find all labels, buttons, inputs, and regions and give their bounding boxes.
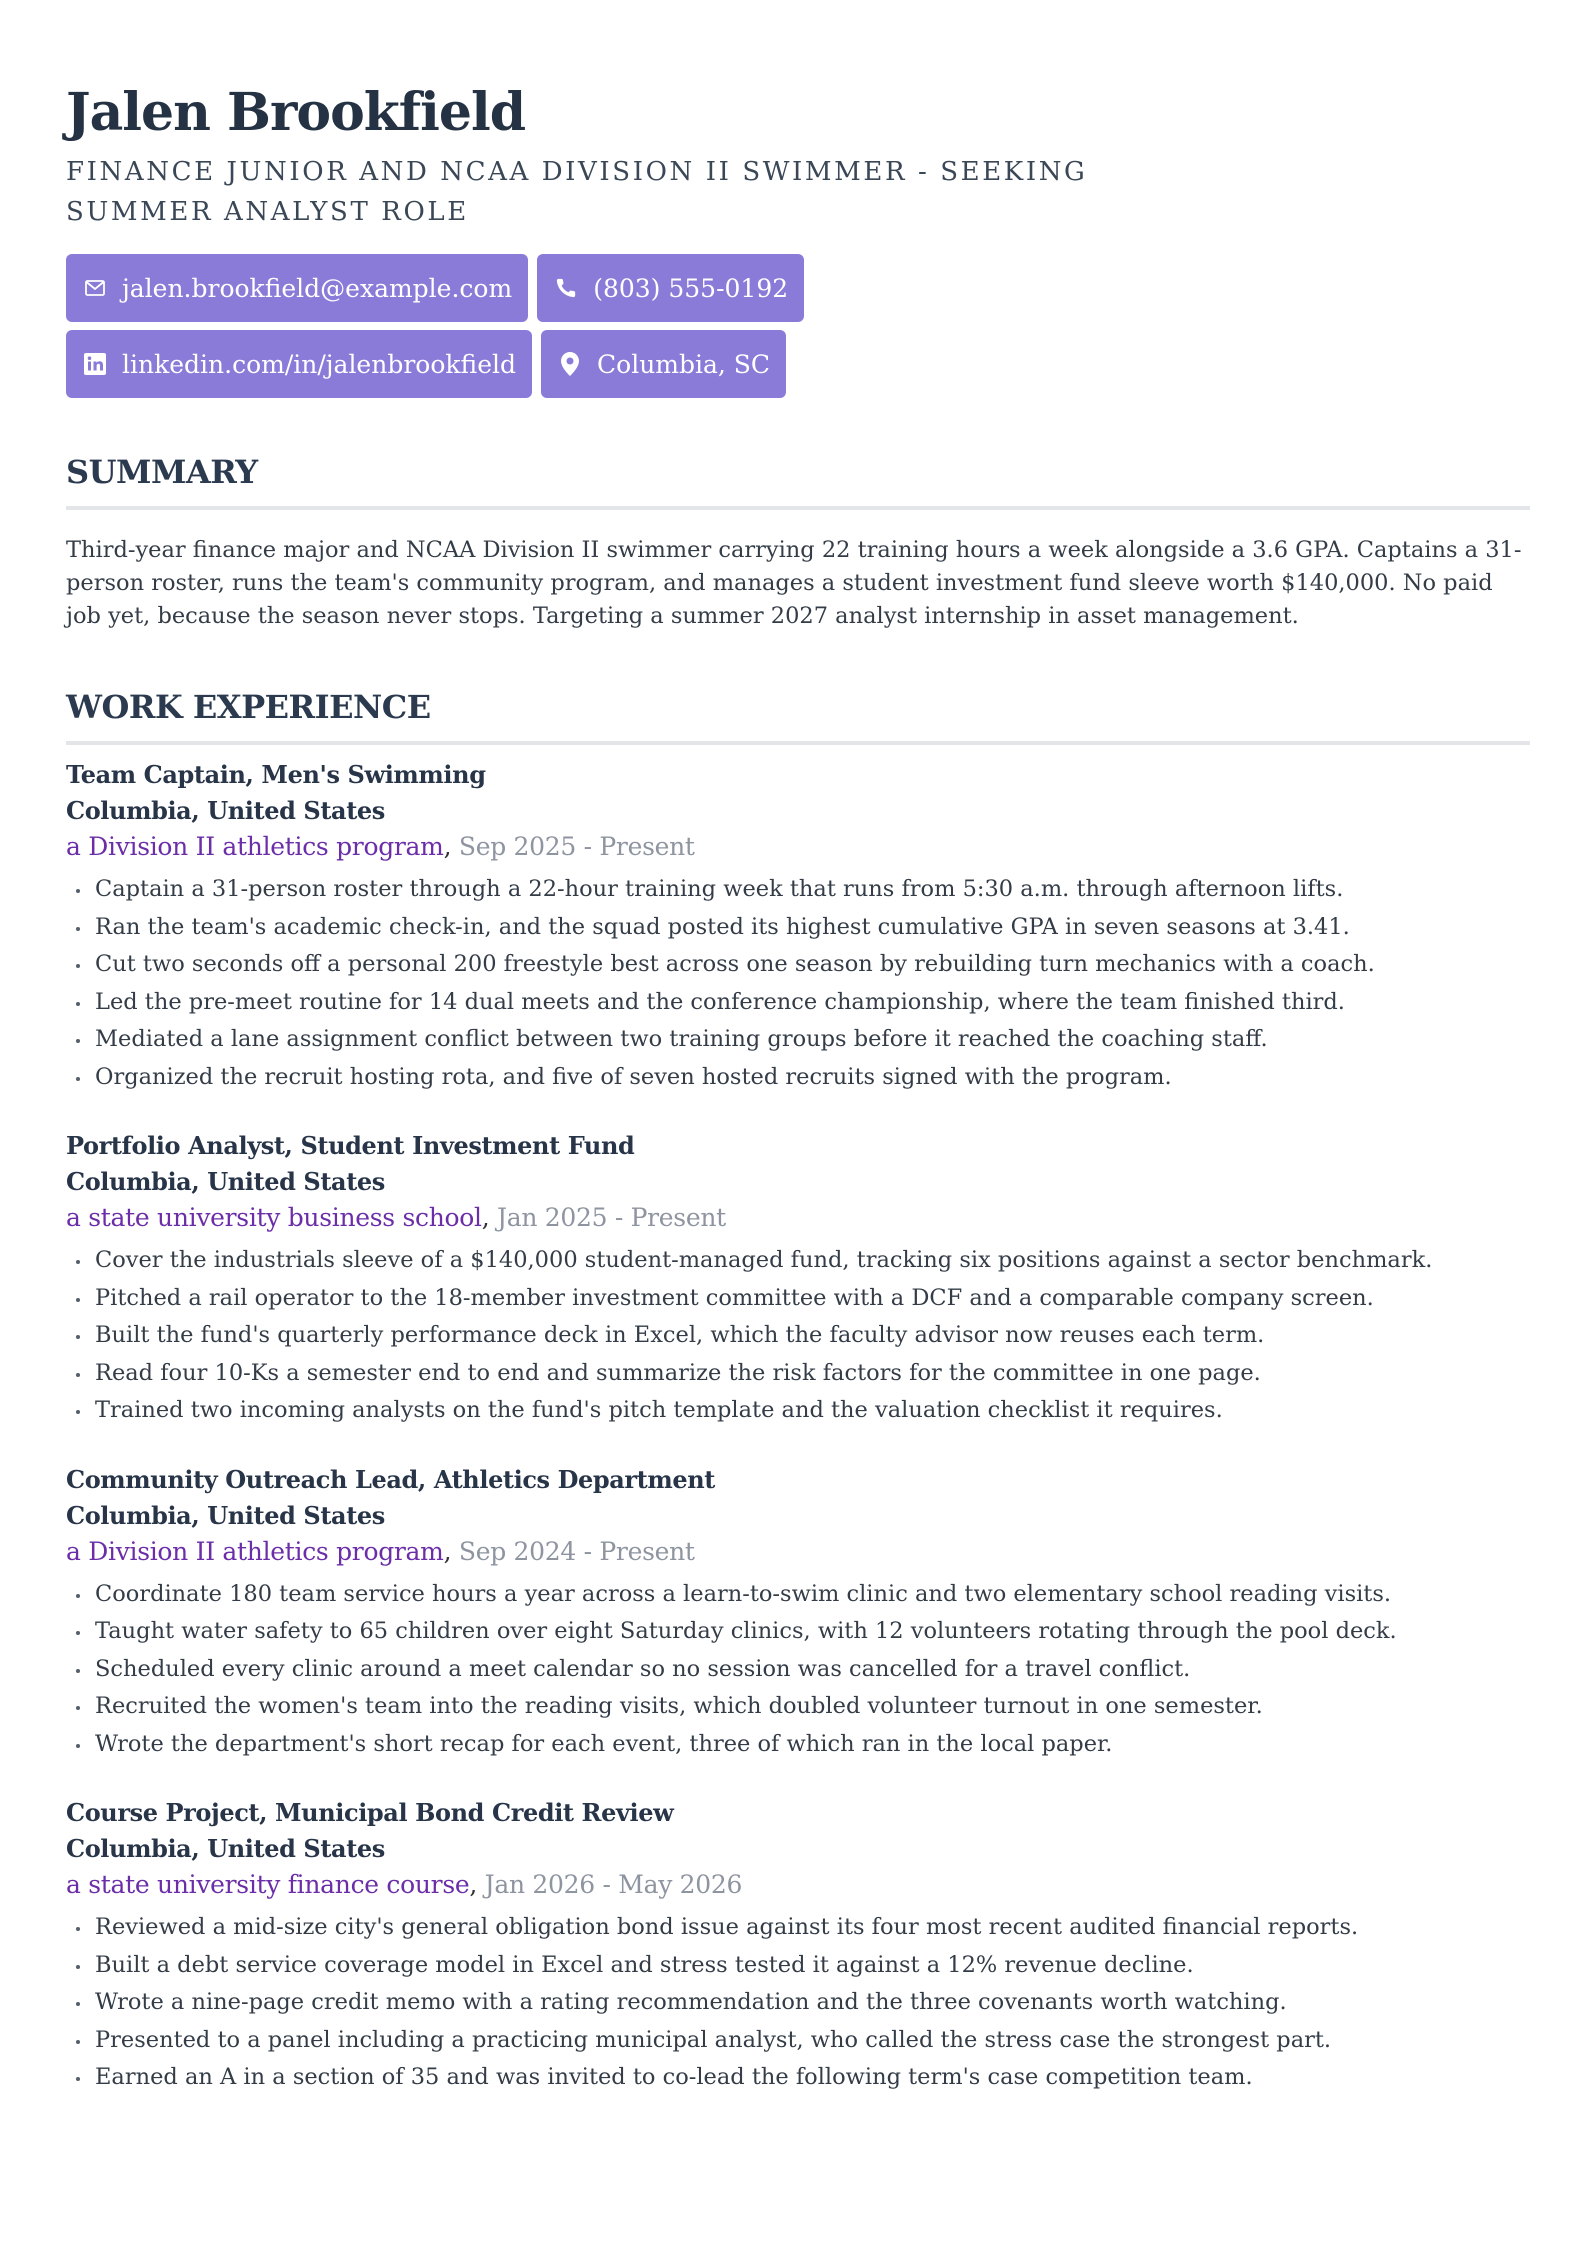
bullet-item: Earned an A in a section of 35 and was invited to co-lead the following term's case competition team. — [66, 2059, 1522, 2097]
experience-section — [66, 685, 1522, 2097]
location-chip[interactable] — [541, 330, 786, 398]
bullet-item: Built a debt service coverage model in Excel and stress tested it against a 12% revenue decline. — [66, 1947, 1522, 1985]
headline: FINANCE JUNIOR AND NCAA DIVISION II SWIMMER - SEEKING SUMMER ANALYST ROLE — [66, 157, 1088, 227]
bullet-item: Coordinate 180 team service hours a year across a learn-to-swim clinic and two elementary school reading visits. — [66, 1576, 1522, 1614]
job-bullets — [66, 1242, 1522, 1430]
job-entry — [66, 1795, 1522, 2097]
bullet-item: Wrote a nine-page credit memo with a rating recommendation and the three covenants worth watching. — [66, 1984, 1522, 2022]
summary-section — [66, 450, 1522, 633]
job-org-line: a Division II athletics program, Sep 2025 - Present — [66, 832, 695, 861]
bullet-item: Trained two incoming analysts on the fund's pitch template and the valuation checklist it requires. — [66, 1392, 1522, 1430]
job-entry — [66, 1462, 1522, 1764]
bullet-item: Recruited the women's team into the reading visits, which doubled volunteer turnout in one semester. — [66, 1688, 1522, 1726]
job-entry — [66, 1128, 1522, 1430]
job-org-line: a state university business school, Jan 2025 - Present — [66, 1203, 726, 1232]
job-dates: Jan 2026 - May 2026 — [484, 1870, 743, 1899]
bullet-item: Presented to a panel including a practicing municipal analyst, who called the stress case the strongest part. — [66, 2022, 1522, 2060]
job-dates: Sep 2025 - Present — [458, 832, 695, 861]
bullet-item: Mediated a lane assignment conflict between two training groups before it reached the coaching staff. — [66, 1021, 1522, 1059]
location-text: Columbia, SC — [597, 349, 771, 379]
linkedin-chip[interactable] — [66, 330, 532, 398]
bullet-item: Scheduled every clinic around a meet calendar so no session was cancelled for a travel conflict. — [66, 1651, 1522, 1689]
phone-text: (803) 555-0192 — [593, 273, 789, 303]
job-bullets — [66, 1909, 1522, 2097]
job-organization: a Division II athletics program — [66, 832, 444, 861]
summary-text: Third-year finance major and NCAA Division II swimmer carrying 22 training hours a week alongside a 3.6 GPA. Captains a 31-person roster, runs the team's community program, and manages a student investment fund sleeve worth $140,000. No paid job yet, because the season never stops. Targeting a summer 2027 analyst internship in asset management. — [66, 537, 1522, 629]
bullet-item: Pitched a rail operator to the 18-member investment committee with a DCF and a comparable company screen. — [66, 1280, 1522, 1318]
email-chip[interactable] — [66, 254, 528, 322]
bullet-item: Organized the recruit hosting rota, and five of seven hosted recruits signed with the program. — [66, 1059, 1522, 1097]
job-dates: Sep 2024 - Present — [458, 1536, 695, 1566]
job-organization: a state university finance course — [66, 1870, 470, 1899]
section-divider — [66, 506, 1530, 510]
experience-heading: WORK EXPERIENCE — [66, 688, 431, 726]
bullet-item: Captain a 31-person roster through a 22-hour training week that runs from 5:30 a.m. through afternoon lifts. — [66, 871, 1522, 909]
phone-icon — [553, 275, 579, 301]
bullet-item: Cut two seconds off a personal 200 freestyle best across one season by rebuilding turn mechanics with a coach. — [66, 946, 1522, 984]
job-entry — [66, 757, 1522, 1096]
job-title: Team Captain, Men's Swimming — [66, 760, 486, 789]
candidate-name: Jalen Brookfield — [66, 82, 526, 143]
mail-icon — [82, 275, 108, 301]
job-bullets — [66, 1576, 1522, 1764]
bullet-item: Led the pre-meet routine for 14 dual meets and the conference championship, where the team finished third. — [66, 984, 1522, 1022]
job-title: Portfolio Analyst, Student Investment Fund — [66, 1131, 635, 1160]
bullet-item: Taught water safety to 65 children over eight Saturday clinics, with 12 volunteers rotating through the pool deck. — [66, 1613, 1522, 1651]
linkedin-icon — [82, 351, 108, 377]
contact-chips — [66, 254, 866, 398]
bullet-item: Read four 10-Ks a semester end to end and summarize the risk factors for the committee in one page. — [66, 1355, 1522, 1393]
job-org-line: a Division II athletics program, Sep 2024 - Present — [66, 1536, 695, 1566]
job-location: Columbia, United States — [66, 796, 385, 825]
job-dates: Jan 2025 - Present — [497, 1203, 726, 1232]
location-pin-icon — [557, 351, 583, 377]
job-organization: a Division II athletics program — [66, 1536, 444, 1566]
phone-chip[interactable] — [537, 254, 804, 322]
bullet-item: Reviewed a mid-size city's general obligation bond issue against its four most recent audited financial reports. — [66, 1909, 1522, 1947]
job-organization: a state university business school — [66, 1203, 482, 1232]
job-location: Columbia, United States — [66, 1834, 385, 1863]
summary-heading: SUMMARY — [66, 453, 258, 491]
bullet-item: Wrote the department's short recap for each event, three of which ran in the local paper. — [66, 1726, 1522, 1764]
bullet-item: Built the fund's quarterly performance deck in Excel, which the faculty advisor now reuses each term. — [66, 1317, 1522, 1355]
job-location: Columbia, United States — [66, 1500, 385, 1530]
job-location: Columbia, United States — [66, 1167, 385, 1196]
bullet-item: Ran the team's academic check-in, and the squad posted its highest cumulative GPA in seven seasons at 3.41. — [66, 909, 1522, 947]
job-title: Course Project, Municipal Bond Credit Review — [66, 1798, 674, 1827]
job-title: Community Outreach Lead, Athletics Department — [66, 1464, 715, 1494]
section-divider — [66, 741, 1530, 745]
bullet-item: Cover the industrials sleeve of a $140,000 student-managed fund, tracking six positions against a sector benchmark. — [66, 1242, 1522, 1280]
job-bullets — [66, 871, 1522, 1096]
email-text: jalen.brookfield@example.com — [122, 273, 513, 303]
job-org-line: a state university finance course, Jan 2026 - May 2026 — [66, 1870, 743, 1899]
linkedin-text: linkedin.com/in/jalenbrookfield — [122, 349, 517, 379]
